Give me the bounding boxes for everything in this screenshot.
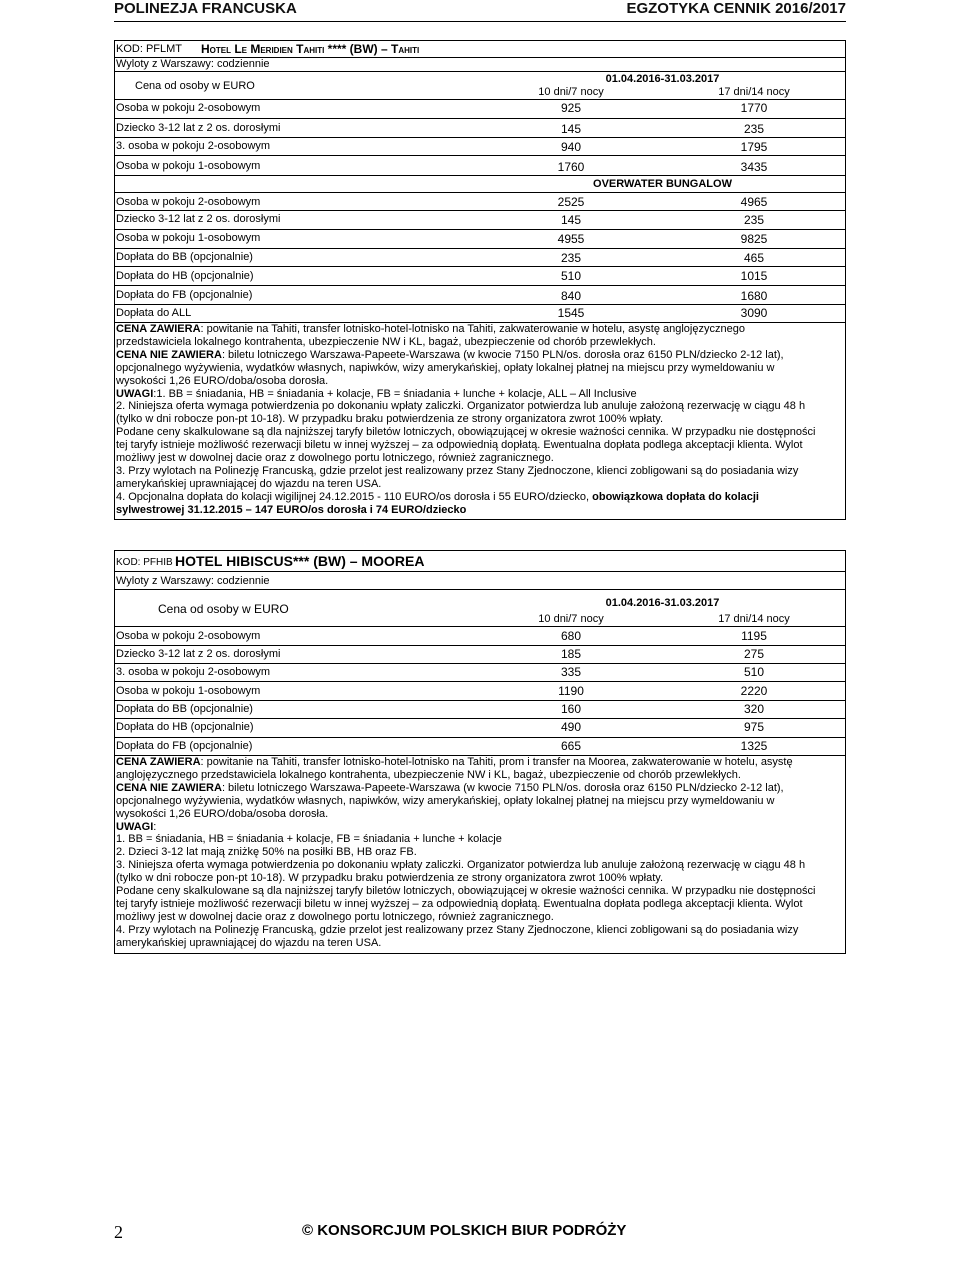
price-cell: 2220: [740, 684, 768, 698]
included-label: CENA ZAWIERA: [116, 323, 201, 335]
row-label: Dopłata do FB (opcjonalnie): [116, 289, 253, 301]
price-label: Cena od osoby w EURO: [135, 80, 255, 92]
col-10-days: 10 dni/7 nocy: [538, 613, 604, 625]
remarks-text: Podane ceny skalkulowane są dla najniższej taryfy biletów lotniczych, obowiązującej w okresie ważności cennika. W przypadku nie dostępności: [116, 885, 816, 898]
footer-copyright: © KONSORCJUM POLSKICH BIUR PODRÓŻY: [302, 1222, 627, 1239]
price-cell: 4965: [740, 195, 768, 209]
excluded-text: : biletu lotniczego Warszawa-Papeete-Warszawa (w kwocie 7150 PLN/os. dorosła oraz 6150 PLN/dziecko 2-12 lat),: [221, 781, 784, 794]
period-header: 01.04.2016-31.03.2017: [605, 597, 720, 609]
excluded-label: CENA NIE ZAWIERA: [116, 781, 222, 794]
excluded-text: opcjonalnego wyżywienia, wydatków własnych, napiwków, wizy amerykańskiej, opłaty lokalnej płatnej na miejscu przy wymeldowaniu w: [116, 361, 775, 374]
price-cell: 4955: [557, 232, 585, 246]
excluded-text: wysokości 1,26 EURO/doba/osoba dorosła.: [116, 374, 329, 387]
row-label: Osoba w pokoju 1-osobowym: [116, 232, 261, 244]
included-text: : powitanie na Tahiti, transfer lotnisko-hotel-lotnisko na Tahiti, zakwaterowanie w hotelu, asystę anglojęzycznego: [200, 323, 745, 335]
price-cell: 940: [560, 140, 582, 154]
price-cell: 3090: [740, 306, 768, 320]
price-cell: 1325: [740, 739, 768, 753]
row-label: Dopłata do BB (opcjonalnie): [116, 703, 253, 715]
price-cell: 275: [743, 647, 765, 661]
price-cell: 335: [560, 665, 582, 679]
remarks-text: 4. Przy wylotach na Polinezję Francuską, gdzie przelot jest realizowany przez Stany Zjednoczone, klienci zobligowani są do posiadania wizy: [116, 923, 799, 936]
remarks-text: 3. Niniejsza oferta wymaga potwierdzenia po dokonaniu wpłaty zaliczki. Organizator potwierdza lub anuluje założoną rezerwację w ciągu 48 h: [116, 859, 806, 872]
remarks-text: tej taryfy istnieje możliwość rezerwacji biletu w innej wyższej – za odpowiednią dopłatą. Ewentualna dopłata podlega akceptacji klienta. Wylot: [116, 439, 803, 452]
remarks-text: amerykańskiej uprawniającej do wjazdu na teren USA.: [116, 936, 382, 949]
hotel-notes: [116, 323, 844, 517]
col-17-days: 17 dni/14 nocy: [718, 86, 790, 98]
row-label: Dopłata do HB (opcjonalnie): [116, 270, 254, 282]
price-cell: 9825: [740, 232, 768, 246]
departures-info: Wyloty z Warszawy: codziennie: [116, 575, 270, 587]
row-label: Dopłata do FB (opcjonalnie): [116, 740, 253, 752]
remarks-bold: obowiązkowa dopłata do kolacji: [592, 490, 759, 503]
excluded-text: opcjonalnego wyżywienia, wydatków własnych, napiwków, wizy amerykańskiej, opłaty lokalnej płatnej na miejscu przy wymeldowaniu w: [116, 794, 775, 807]
col-17-days: 17 dni/14 nocy: [718, 613, 790, 625]
remarks-text: możliwy jest w dowolnej dacie oraz z dowolnego portu lotniczego, również zagranicznego.: [116, 452, 554, 465]
row-label: Osoba w pokoju 2-osobowym: [116, 196, 261, 208]
price-cell: 510: [560, 269, 582, 283]
included-label: CENA ZAWIERA: [116, 756, 201, 768]
remarks-text: (tylko w dni robocze pon-pt 10-18). W przypadku braku potwierdzenia ze strony organizatora zwrot 100% wpłaty.: [116, 413, 664, 426]
remarks-text: Podane ceny skalkulowane są dla najniższej taryfy biletów lotniczych, obowiązującej w okresie ważności cennika. W przypadku nie dostępności: [116, 426, 816, 439]
price-cell: 235: [560, 251, 582, 265]
remarks-text: możliwy jest w dowolnej dacie oraz z dowolnego portu lotniczego, również zagranicznego.: [116, 910, 554, 923]
page-number: 2: [114, 1222, 123, 1242]
price-cell: 3435: [740, 160, 768, 174]
hotel-notes: [116, 756, 844, 950]
price-cell: 1770: [740, 101, 768, 115]
price-cell: 2525: [557, 195, 585, 209]
hotel-code: KOD: PFLMT: [116, 43, 183, 55]
row-label: Dziecko 3-12 lat z 2 os. dorosłymi: [116, 213, 281, 225]
price-cell: 185: [560, 647, 582, 661]
remarks-text: 2. Dzieci 3-12 lat mają zniżkę 50% na posiłki BB, HB oraz FB.: [116, 846, 417, 859]
excluded-label: CENA NIE ZAWIERA: [116, 348, 222, 361]
row-label: Dopłata do ALL: [116, 307, 192, 319]
included-text: : powitanie na Tahiti, transfer lotnisko-hotel-lotnisko na Tahiti, prom i transfer na Moorea, zakwaterowanie w hotelu, asystę: [200, 756, 793, 768]
row-label: Dopłata do BB (opcjonalnie): [116, 251, 253, 263]
price-cell: 665: [560, 739, 582, 753]
price-cell: 1190: [558, 684, 584, 698]
price-cell: 925: [560, 101, 582, 115]
row-label: 3. osoba w pokoju 2-osobowym: [116, 666, 271, 678]
header-divider: [114, 21, 846, 22]
row-label: Dopłata do HB (opcjonalnie): [116, 721, 254, 733]
price-cell: 235: [743, 122, 765, 136]
row-label: Osoba w pokoju 2-osobowym: [116, 630, 261, 642]
row-label: Dziecko 3-12 lat z 2 os. dorosłymi: [116, 122, 281, 134]
excluded-text: wysokości 1,26 EURO/doba/osoba dorosła.: [116, 807, 329, 820]
page-header: [114, 0, 846, 17]
hotel-hibiscus-section: [114, 550, 846, 954]
price-cell: 160: [560, 702, 582, 716]
row-label: 3. osoba w pokoju 2-osobowym: [116, 140, 271, 152]
remarks-text: 2. Niniejsza oferta wymaga potwierdzenia po dokonaniu wpłaty zaliczki. Organizator potwierdza lub anuluje założoną rezerwację w ciągu 48 h: [116, 400, 806, 413]
price-cell: 1795: [740, 140, 768, 154]
remarks-text: 3. Przy wylotach na Polinezję Francuską, gdzie przelot jest realizowany przez Stany Zjednoczone, klienci zobligowani są do posiadania wizy: [116, 464, 799, 477]
remarks-text: :1. BB = śniadania, HB = śniadania + kolacje, FB = śniadania + lunche + kolacje, ALL – All Inclusive: [153, 387, 637, 400]
price-cell: 1760: [557, 160, 585, 174]
price-cell: 490: [560, 720, 582, 734]
price-cell: 145: [560, 213, 582, 227]
remarks-text: tej taryfy istnieje możliwość rezerwacji biletu w innej wyższej – za odpowiednią dopłatą. Ewentualna dopłata podlega akceptacji klienta. Wylot: [116, 897, 803, 910]
price-cell: 1015: [740, 269, 768, 283]
row-label: Osoba w pokoju 2-osobowym: [116, 102, 261, 114]
header-catalog-title: EGZOTYKA CENNIK 2016/2017: [626, 0, 846, 17]
price-cell: 1545: [557, 306, 585, 320]
header-destination: POLINEZJA FRANCUSKA: [114, 0, 297, 17]
included-text: anglojęzycznego przedstawiciela lokalnego kontrahenta, ubezpieczenie NW i KL, bagaż, ubezpieczenie od chorób przewlekłych.: [116, 768, 741, 781]
remarks-text: amerykańskiej uprawniającej do wjazdu na teren USA.: [116, 477, 382, 490]
price-cell: 320: [743, 702, 765, 716]
price-cell: 465: [743, 251, 765, 265]
price-cell: 145: [560, 122, 582, 136]
price-cell: 840: [560, 289, 582, 303]
hotel-title: HOTEL HIBISCUS*** (BW) – MOOREA: [175, 553, 425, 569]
price-cell: 510: [743, 665, 765, 679]
row-label: Osoba w pokoju 1-osobowym: [116, 685, 261, 697]
remarks-label: UWAGI: [116, 387, 154, 400]
remarks-text: 1. BB = śniadania, HB = śniadania + kolacje, FB = śniadania + lunche + kolacje: [116, 833, 502, 846]
hotel-code: KOD: PFHIB: [116, 557, 173, 568]
row-label: Osoba w pokoju 1-osobowym: [116, 160, 261, 172]
section-overwater-bungalow: OVERWATER BUNGALOW: [593, 178, 732, 190]
price-cell: 680: [560, 629, 582, 643]
col-10-days: 10 dni/7 nocy: [538, 86, 604, 98]
included-text: przedstawiciela lokalnego kontrahenta, ubezpieczenie NW i KL, bagaż, ubezpieczenie od chorób przewlekłych.: [116, 335, 656, 348]
price-cell: 975: [743, 720, 765, 734]
remarks-label: UWAGI: [116, 820, 154, 833]
remarks-bold: sylwestrowej 31.12.2015 – 147 EURO/os dorosła i 74 EURO/dziecko: [116, 503, 467, 516]
row-label: Dziecko 3-12 lat z 2 os. dorosłymi: [116, 648, 281, 660]
period-header: 01.04.2016-31.03.2017: [605, 73, 720, 85]
hotel-meridien-section: [114, 40, 846, 520]
price-cell: 235: [743, 213, 765, 227]
remarks-text: 4. Opcjonalna dopłata do kolacji wigilijnej 24.12.2015 - 110 EURO/os dorosła i 55 EURO/dziecko,: [116, 490, 593, 503]
excluded-text: : biletu lotniczego Warszawa-Papeete-Warszawa (w kwocie 7150 PLN/os. dorosła oraz 6150 PLN/dziecko 2-12 lat),: [221, 348, 784, 361]
price-label: Cena od osoby w EURO: [158, 602, 289, 616]
remarks-text: (tylko w dni robocze pon-pt 10-18). W przypadku braku potwierdzenia ze strony organizatora zwrot 100% wpłaty.: [116, 872, 664, 885]
price-cell: 1195: [741, 629, 767, 643]
hotel-title: Hotel Le Meridien Tahiti **** (BW) – Tahiti: [201, 42, 420, 56]
remarks-colon: :: [153, 820, 157, 833]
price-cell: 1680: [740, 289, 768, 303]
departures-info: Wyloty z Warszawy: codziennie: [116, 58, 270, 70]
